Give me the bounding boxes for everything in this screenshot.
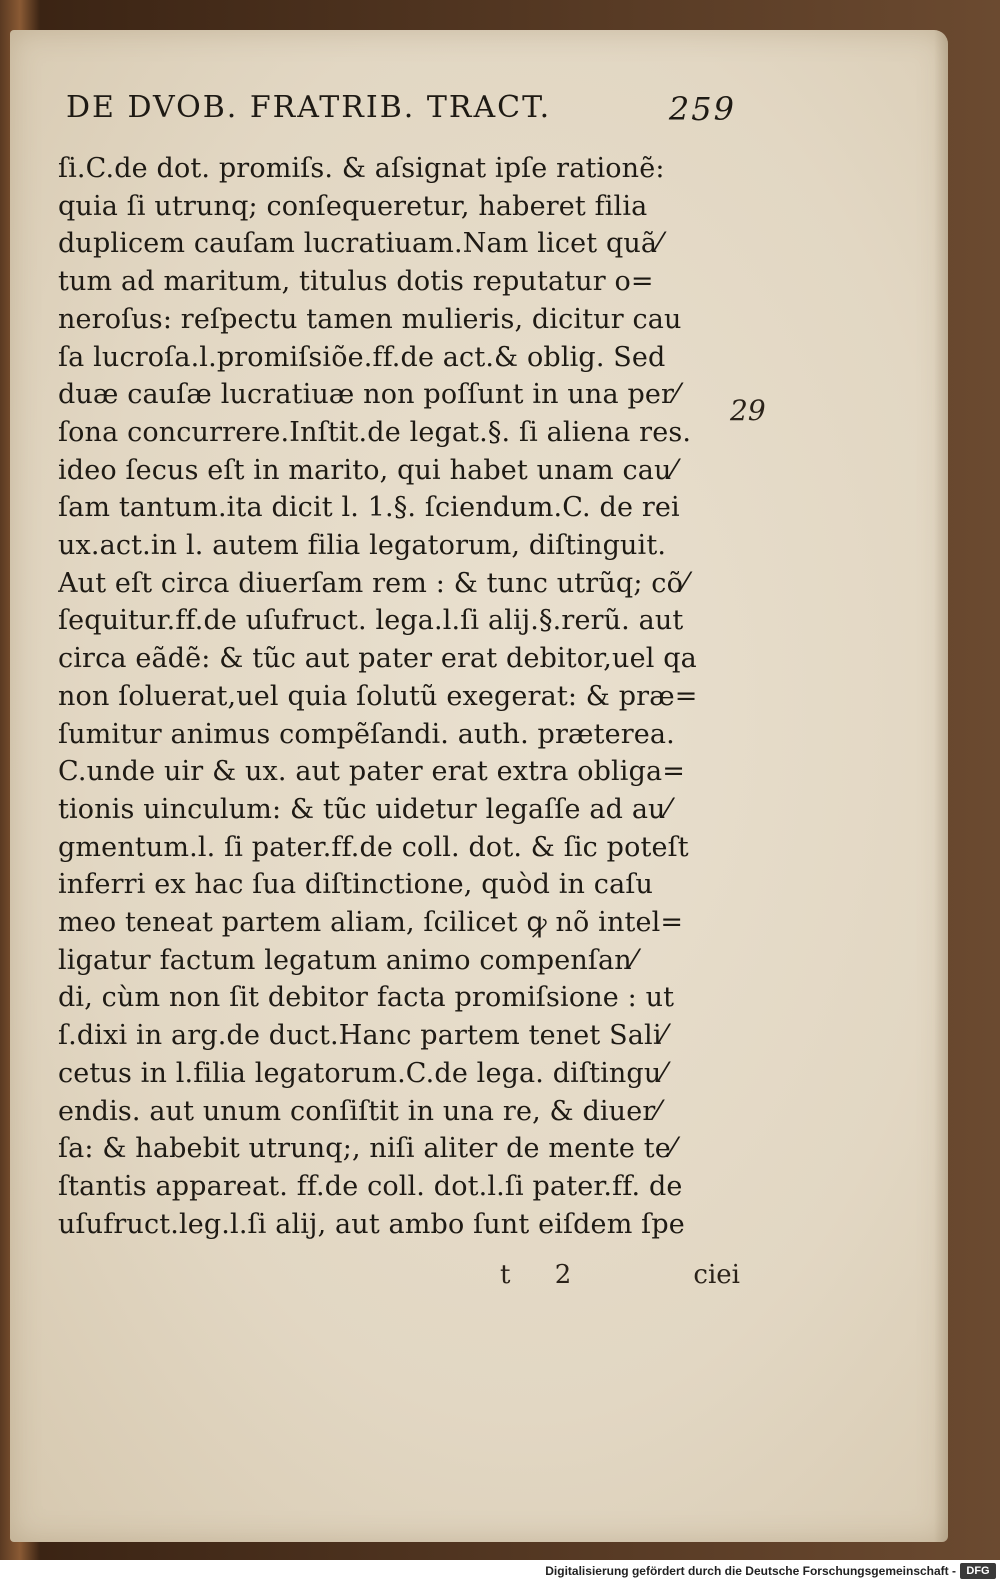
text-line: gmentum.l. ſi pater.ff.de coll. dot. & ſic poteſt: [58, 831, 689, 863]
page-edge-shadow: [934, 30, 948, 1542]
text-line: neroſus: reſpectu tamen mulieris, dicitur cau: [58, 303, 682, 335]
dfg-logo: DFG: [960, 1563, 996, 1579]
catchword: ciei: [693, 1260, 740, 1290]
text-line: C.unde uir & ux. aut pater erat extra obliga=: [58, 756, 686, 788]
text-line: non ſoluerat,uel quia ſolutũ exegerat: & præ=: [58, 680, 698, 712]
page-number: 259: [668, 90, 736, 128]
text-line: ſtantis appareat. ff.de coll. dot.l.ſi pater.ff. de: [58, 1170, 683, 1202]
text-line: ſam tantum.ita dicit l. 1.§. ſciendum.C. de rei: [58, 492, 680, 524]
text-line: circa eãdẽ: & tũc aut pater erat debitor,uel qa: [58, 643, 697, 675]
text-line: ideo ſecus eſt in marito, qui habet unam cau⁄: [58, 454, 677, 486]
text-line: ſequitur.ff.de uſufruct. lega.l.ſi alij.§.rerũ. aut: [58, 605, 684, 637]
margin-note: 29: [730, 394, 766, 427]
text-line: duæ cauſæ lucratiuæ non poſſunt in una per⁄: [58, 379, 679, 411]
credit-bar: [0, 1560, 1000, 1582]
body-text: [58, 150, 738, 1243]
text-line: ſ.dixi in arg.de duct.Hanc partem tenet Sali⁄: [58, 1020, 667, 1052]
text-line: ſa: & habebit utrunq;, niſi aliter de mente te⁄: [58, 1133, 676, 1165]
text-line: inferri ex hac ſua diſtinctione, quòd in caſu: [58, 869, 654, 901]
text-line: uſufruct.leg.l.ſi alij, aut ambo ſunt eiſdem ſpe: [58, 1208, 685, 1240]
text-line: endis. aut unum conſiſtit in una re, & diuer⁄: [58, 1095, 661, 1127]
text-line: di, cùm non ſit debitor facta promiſsione : ut: [58, 982, 675, 1014]
credit-text: Digitalisierung gefördert durch die Deutsche Forschungsgemeinschaft -: [545, 1564, 956, 1578]
text-line: tum ad maritum, titulus dotis reputatur o=: [58, 266, 654, 298]
text-line: meo teneat partem aliam, ſcilicet ꝙ nõ intel=: [58, 907, 684, 939]
signature-mark: t 2: [500, 1260, 590, 1290]
text-line: tionis uinculum: & tũc uidetur legaſſe ad au⁄: [58, 793, 671, 825]
text-line: Aut eſt circa diuerſam rem : & tunc utrũq; cõ⁄: [58, 567, 688, 599]
text-line: ligatur factum legatum animo compenſan⁄: [58, 944, 637, 976]
text-line: ſumitur animus compẽſandi. auth. præterea.: [58, 718, 675, 750]
text-line: ux.act.in l. autem filia legatorum, diſtinguit.: [58, 530, 667, 562]
running-title: DE DVOB. FRATRIB. TRACT.: [66, 90, 552, 125]
text-line: quia ſi utrunq; conſequeretur, haberet filia: [58, 190, 648, 222]
text-line: ſi.C.de dot. promiſs. & aſsignat ipſe rationẽ:: [58, 153, 665, 184]
text-line: ſa lucroſa.l.promiſsiõe.ff.de act.& oblig. Sed: [58, 341, 666, 373]
page-footer: [500, 1260, 740, 1300]
text-line: duplicem cauſam lucratiuam.Nam licet quã⁄: [58, 228, 662, 260]
text-line: ſona concurrere.Inſtit.de legat.§. ſi aliena res.: [58, 416, 692, 448]
page-header: [66, 80, 736, 130]
text-line: cetus in l.filia legatorum.C.de lega. diſtingu⁄: [58, 1057, 667, 1089]
